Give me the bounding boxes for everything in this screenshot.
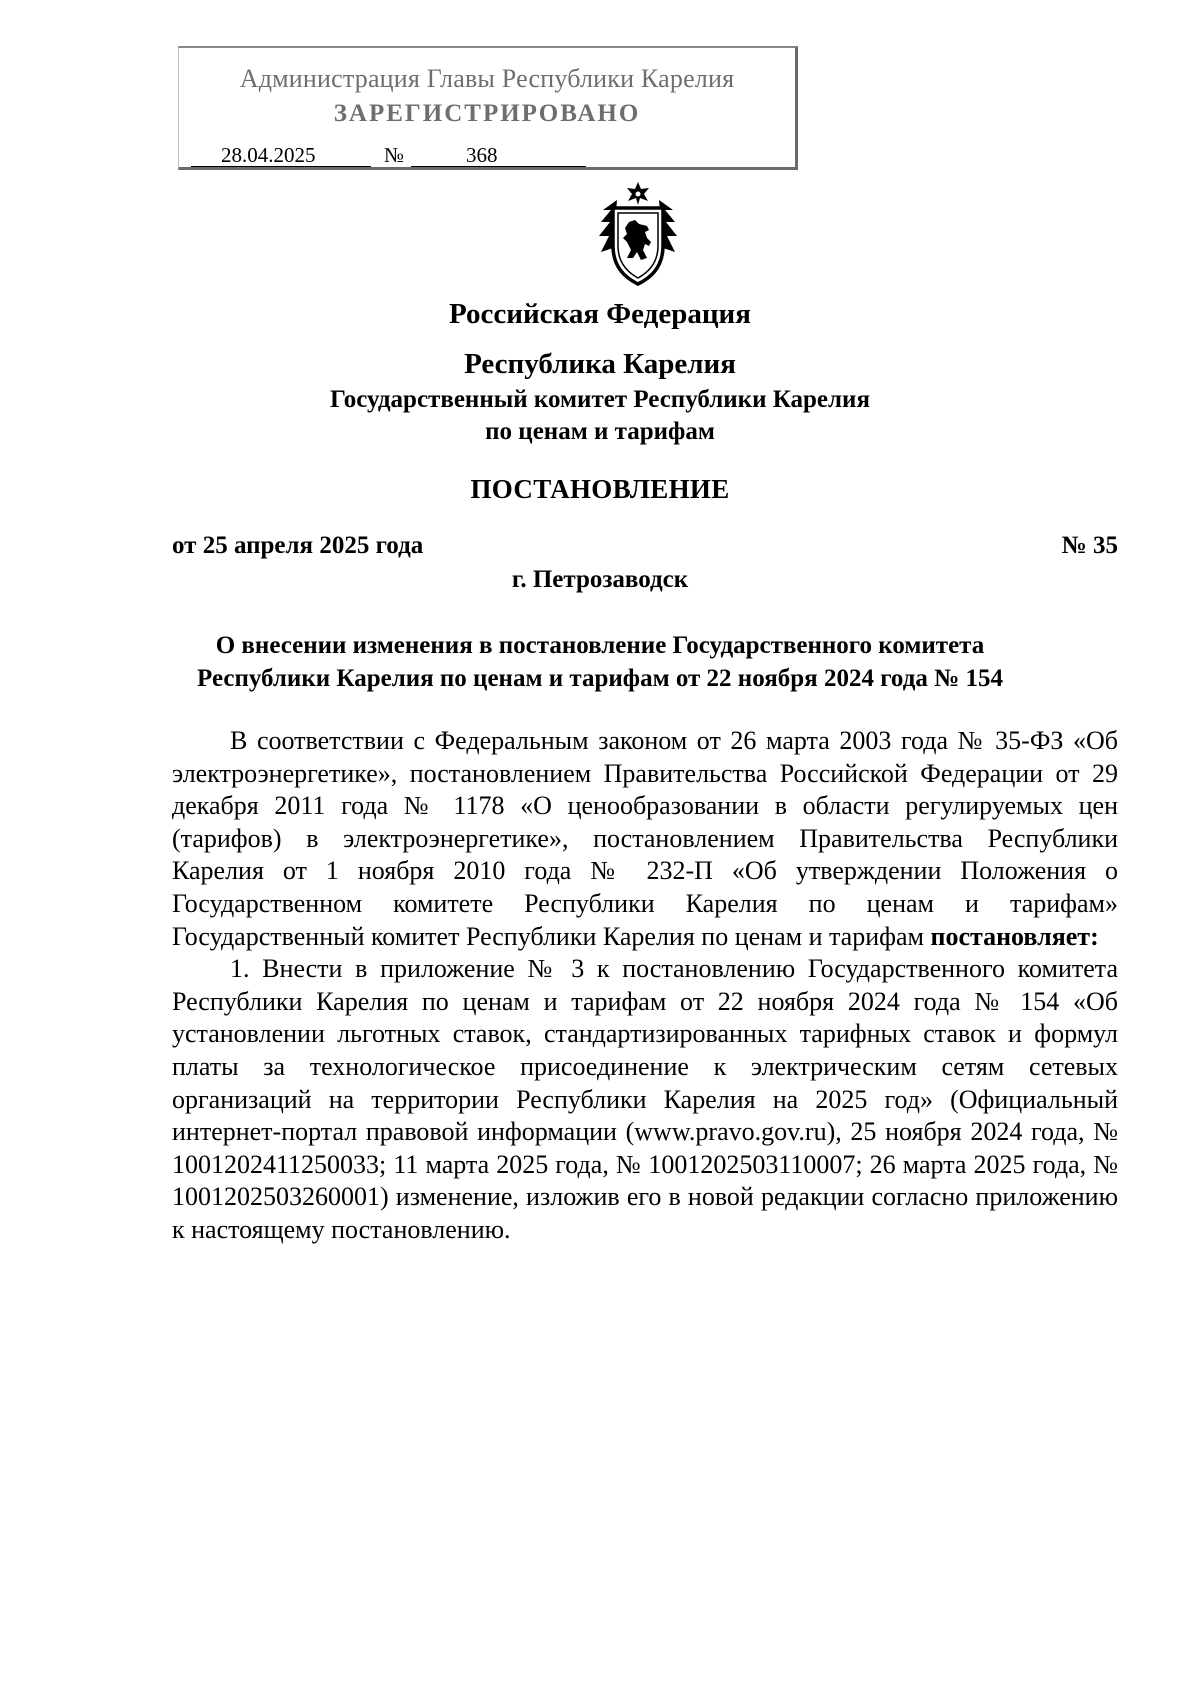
federation-heading: Российская Федерация <box>449 298 751 330</box>
document-city: г. Петрозаводск <box>511 566 689 593</box>
stamp-underline-number <box>411 166 586 167</box>
committee-heading-line2: по ценам и тарифам <box>485 418 715 445</box>
stamp-registered-label: ЗАРЕГИСТРИРОВАНО <box>333 100 641 127</box>
stamp-date: 28.04.2025 <box>221 143 316 167</box>
stamp-number-sign: № <box>384 143 405 167</box>
stamp-registration-line <box>191 143 591 167</box>
stamp-number: 368 <box>466 143 498 167</box>
registration-stamp <box>178 46 798 170</box>
stamp-administration-title: Администрация Главы Республики Карелия <box>239 64 735 93</box>
resolves-keyword: постановляет: <box>930 921 1099 951</box>
document-title-line1: О внесении изменения в постановление Государственного комитета <box>215 632 985 659</box>
republic-heading: Республика Карелия <box>464 348 736 380</box>
body-paragraph-1 <box>172 725 1118 953</box>
document-title-line2: Республики Карелия по ценам и тарифам от 22 ноября 2024 года № 154 <box>197 665 1003 692</box>
document-type-heading: ПОСТАНОВЛЕНИЕ <box>470 474 730 504</box>
committee-heading-line1: Государственный комитет Республики Карелия <box>330 386 870 413</box>
document-title <box>0 629 1200 695</box>
body-paragraph-1-text: В соответствии с Федеральным законом от 26 марта 2003 года № 35-ФЗ «Об электроэнергетике», постановлением Правительства Российской Федерации от 29 декабря 2011 года № 1178 «О ценообразовании в области регулируемых цен (тарифов) в электроэнергетике», постановлением Правительства Республики Карелия от 1 ноября 2010 года № 232-П «Об утверждении Положения о Государственном комитете Республики Карелия по ценам и тарифам» Государственный комитет Республики Карелия по ценам и тарифам <box>172 726 1118 951</box>
karelia-coat-of-arms-icon <box>595 180 681 288</box>
document-date: от 25 апреля 2025 года <box>172 532 424 559</box>
document-body <box>172 725 1118 1247</box>
body-paragraph-2: 1. Внести в приложение № 3 к постановлению Государственного комитета Республики Карелия по ценам и тарифам от 22 ноября 2024 года № 154 «Об установлении льготных ставок, стандартизированных тарифных ставок и формул платы за технологическое присоединение к электрическим сетям сетевых организаций на территории Республики Карелия на 2025 год» (Официальный интернет-портал правовой информации (www.pravo.gov.ru), 25 ноября 2024 года, № 1001202411250033; 11 марта 2025 года, № 1001202503110007; 26 марта 2025 года, № 1001202503260001) изменение, изложив его в новой редакции согласно приложению к настоящему постановлению. <box>172 954 1118 1244</box>
document-number: № 35 <box>1061 532 1118 559</box>
stamp-underline-date <box>191 166 371 167</box>
